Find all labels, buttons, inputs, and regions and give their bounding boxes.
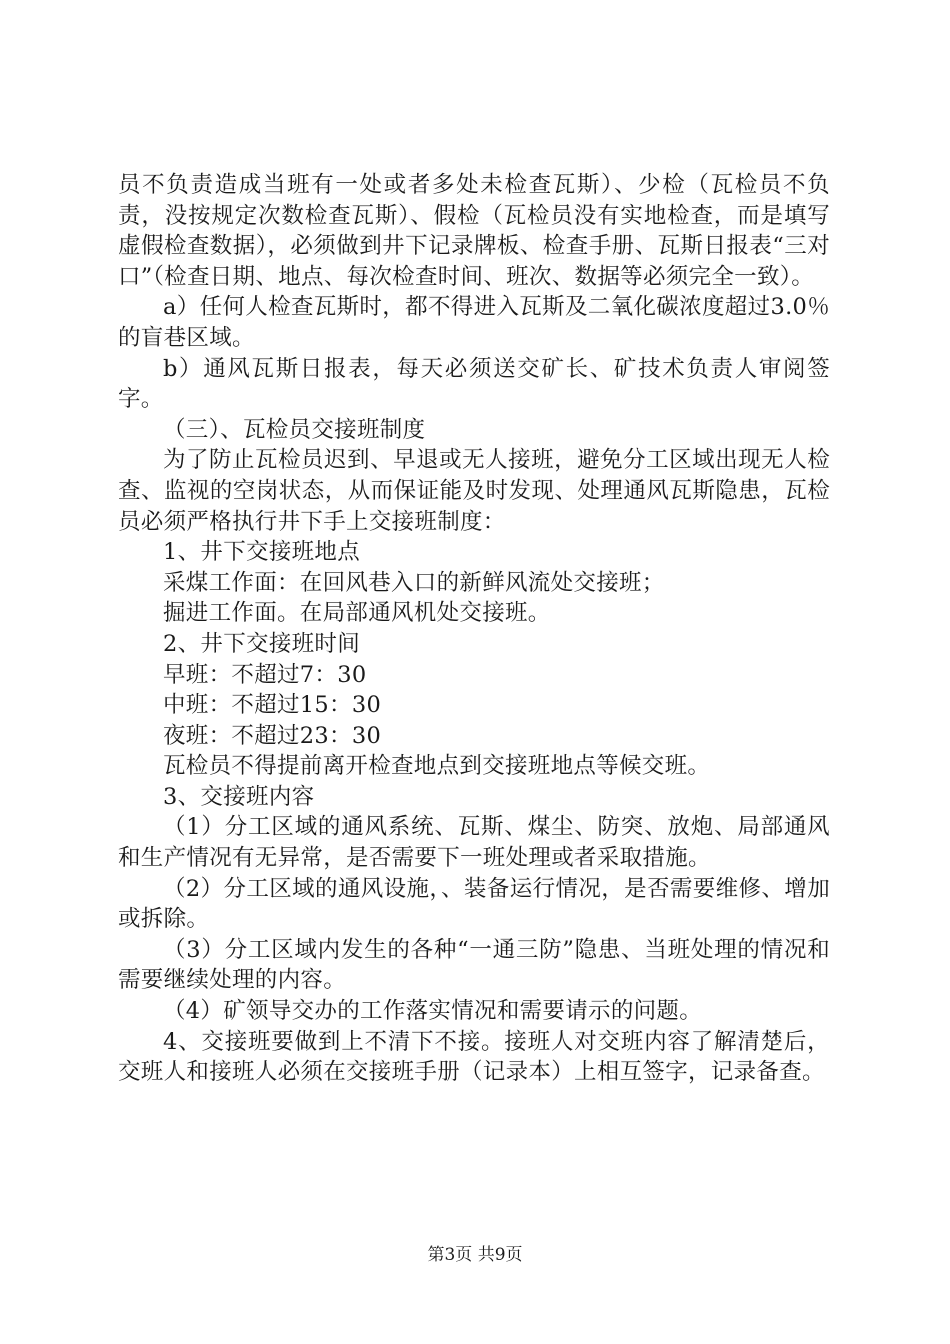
paragraph-content-2: （2）分工区域的通风设施，、装备运行情况，是否需要维修、增加或拆除。	[118, 875, 830, 933]
paragraph-no-early-leave: 瓦检员不得提前离开检查地点到交接班地点等候交班。	[163, 753, 711, 780]
section-heading: （三）、瓦检员交接班制度	[163, 416, 426, 443]
paragraph-content-1: （1）分工区域的通风系统、瓦斯、煤尘、防突、放炮、局部通风和生产情况有无异常，是否需要下一班处理或者采取措施。	[118, 814, 830, 872]
paragraph-intro: 为了防止瓦检员迟到、早退或无人接班，避免分工区域出现无人检查、监视的空岗状态，从而保证能及时发现、处理通风瓦斯隐患，瓦检员必须严格执行井下手上交接班制度：	[118, 447, 830, 535]
shift-night: 夜班：不超过23：30	[163, 722, 382, 749]
paragraph-content-3: （3）分工区域内发生的各种“一通三防”隐患、当班处理的情况和需要继续处理的内容。	[118, 936, 830, 994]
paragraph-mining-face: 采煤工作面：在回风巷入口的新鲜风流处交接班；	[163, 569, 665, 596]
paragraph-handover-rule: 4、交接班要做到上不清下不接。接班人对交班内容了解清楚后，交班人和接班人必须在交接班手册（记录本）上相互签字，记录备查。	[118, 1028, 830, 1086]
paragraph-continuation: 员不负责造成当班有一处或者多处未检查瓦斯）、少检（瓦检员不负责，没按规定次数检查瓦斯）、假检（瓦检员没有实地检查，而是填写虚假检查数据），必须做到井下记录牌板、检查手册、瓦斯日报表“三对口”（检查日期、地点、每次检查时间、班次、数据等必须完全一致）。	[118, 172, 830, 290]
paragraph-item-a: a）任何人检查瓦斯时，都不得进入瓦斯及二氧化碳浓度超过3.0％的盲巷区域。	[118, 294, 830, 351]
shift-middle: 中班：不超过15：30	[163, 692, 382, 719]
page-footer: 第3页 共9页	[427, 1245, 523, 1265]
paragraph-heading-face: 掘进工作面。在局部通风机处交接班。	[163, 600, 551, 627]
subheading-location: 1、井下交接班地点	[163, 539, 361, 566]
paragraph-content-4: （4）矿领导交办的工作落实情况和需要请示的问题。	[163, 998, 703, 1025]
paragraph-item-b: b）通风瓦斯日报表，每天必须送交矿长、矿技术负责人审阅签字。	[118, 355, 830, 413]
shift-morning: 早班：不超过7：30	[163, 661, 367, 688]
subheading-time: 2、井下交接班时间	[163, 630, 361, 657]
document-body	[118, 170, 830, 1088]
subheading-content: 3、交接班内容	[163, 783, 315, 810]
